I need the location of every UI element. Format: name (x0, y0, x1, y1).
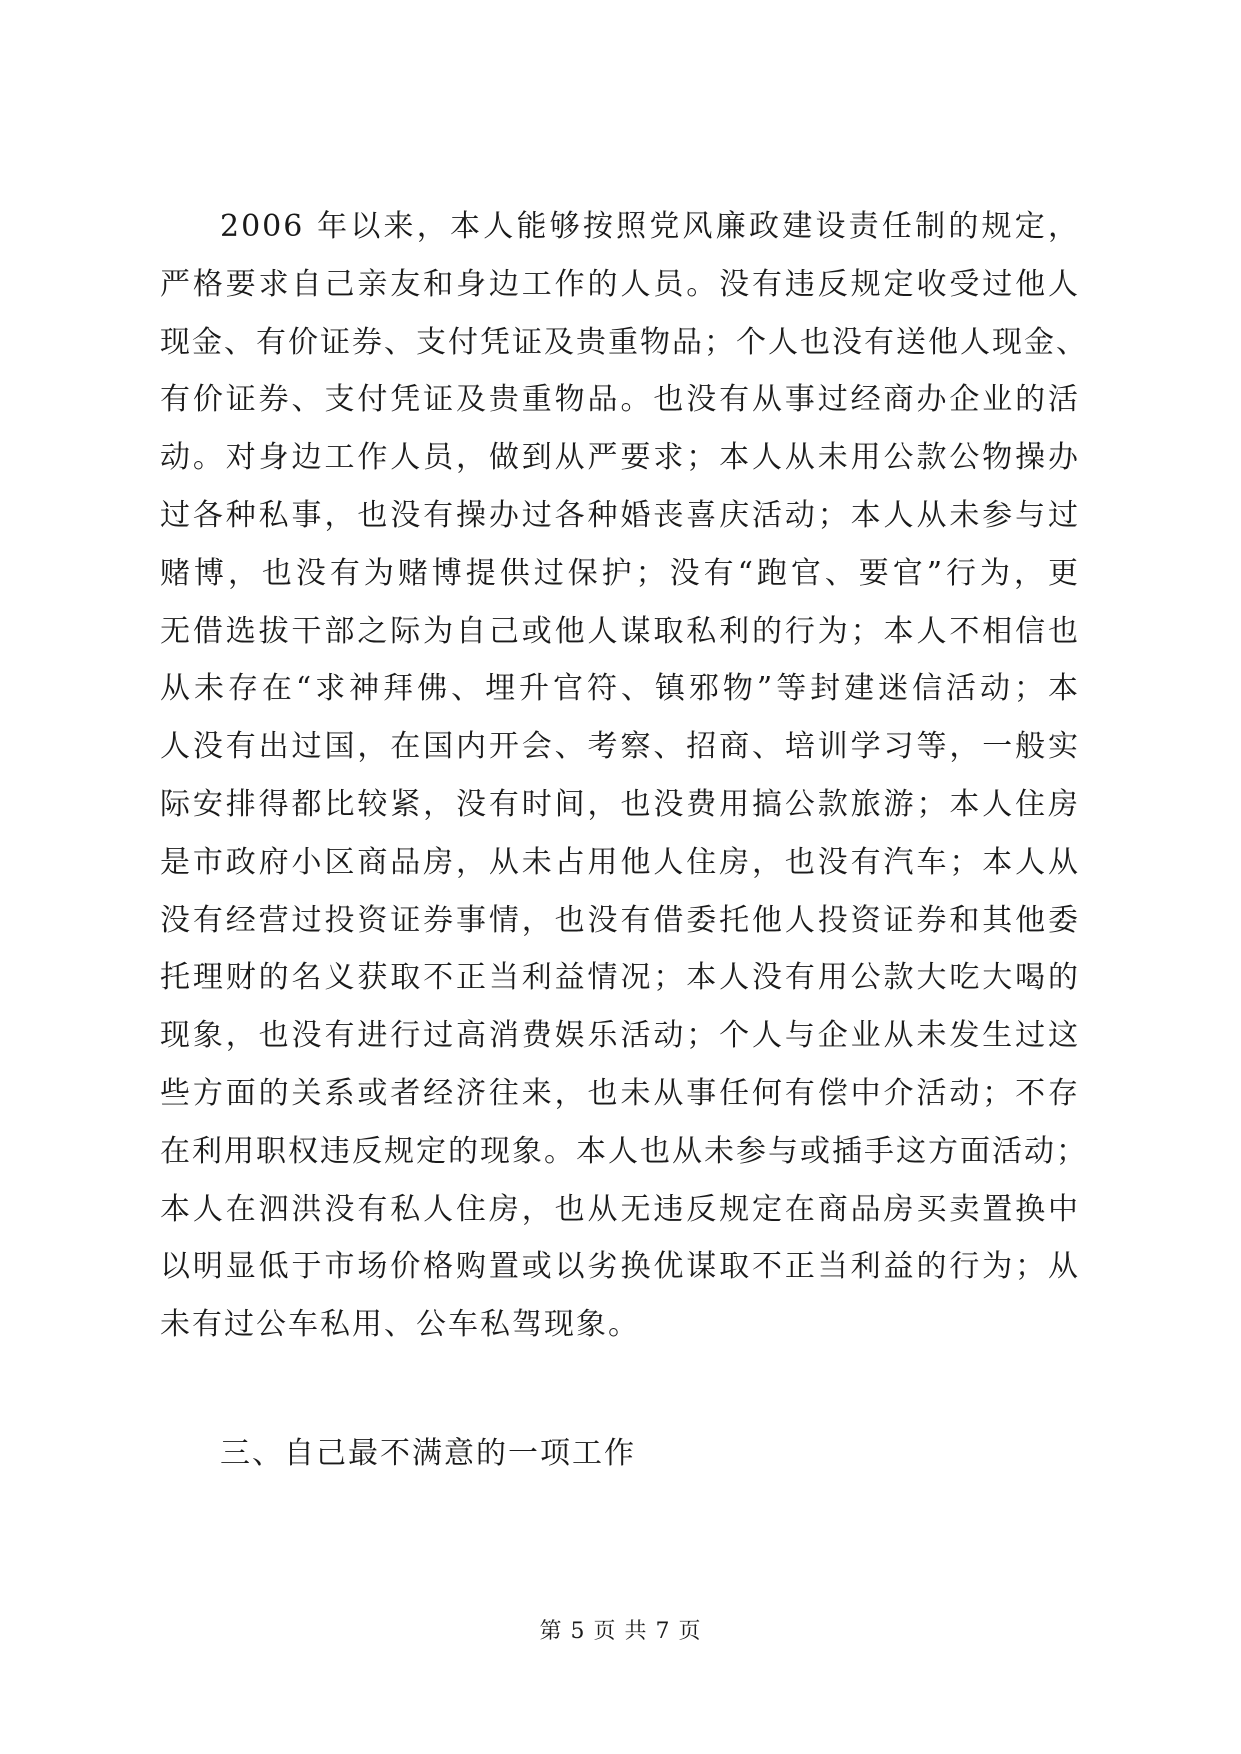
paragraph-line: 严格要求自己亲友和身边工作的人员。没有违反规定收受过他人 (160, 266, 1080, 302)
paragraph-line: 从未存在“求神拜佛、埋升官符、镇邪物”等封建迷信活动；本 (160, 671, 1080, 707)
paragraph-line: 2006 年以来，本人能够按照党风廉政建设责任制的规定， (220, 209, 1080, 244)
paragraph-line: 未有过公车私用、公车私驾现象。 (160, 1307, 640, 1343)
paragraph-line: 现金、有价证券、支付凭证及贵重物品；个人也没有送他人现金、 (160, 324, 1088, 360)
body-paragraph (160, 198, 1088, 1354)
paragraph-line: 动。对身边工作人员，做到从严要求；本人从未用公款公物操办 (160, 440, 1080, 476)
section-heading: 三、自己最不满意的一项工作 (220, 1436, 636, 1471)
paragraph-line: 以明显低于市场价格购置或以劣换优谋取不正当利益的行为；从 (160, 1249, 1080, 1285)
paragraph-line: 些方面的关系或者经济往来，也未从事任何有偿中介活动；不存 (160, 1075, 1080, 1111)
paragraph-line: 托理财的名义获取不正当利益情况；本人没有用公款大吃大喝的 (160, 960, 1080, 996)
paragraph-line: 赌博，也没有为赌博提供过保护；没有“跑官、要官”行为，更 (160, 555, 1080, 591)
paragraph-line: 无借选拔干部之际为自己或他人谋取私利的行为；本人不相信也 (160, 613, 1080, 649)
paragraph-line: 有价证券、支付凭证及贵重物品。也没有从事过经商办企业的活 (160, 382, 1080, 418)
paragraph-line: 本人在泗洪没有私人住房，也从无违反规定在商品房买卖置换中 (160, 1191, 1080, 1227)
paragraph-line: 人没有出过国，在国内开会、考察、招商、培训学习等，一般实 (160, 729, 1080, 765)
paragraph-line: 没有经营过投资证券事情，也没有借委托他人投资证券和其他委 (160, 902, 1080, 938)
paragraph-line: 在利用职权违反规定的现象。本人也从未参与或插手这方面活动； (160, 1133, 1088, 1169)
paragraph-line: 际安排得都比较紧，没有时间，也没费用搞公款旅游；本人住房 (160, 786, 1080, 822)
paragraph-line: 过各种私事，也没有操办过各种婚丧喜庆活动；本人从未参与过 (160, 497, 1080, 533)
paragraph-line: 现象，也没有进行过高消费娱乐活动；个人与企业从未发生过这 (160, 1018, 1080, 1054)
paragraph-line: 是市政府小区商品房，从未占用他人住房，也没有汽车；本人从 (160, 844, 1080, 880)
page-footer: 第 5 页 共 7 页 (539, 1619, 702, 1644)
